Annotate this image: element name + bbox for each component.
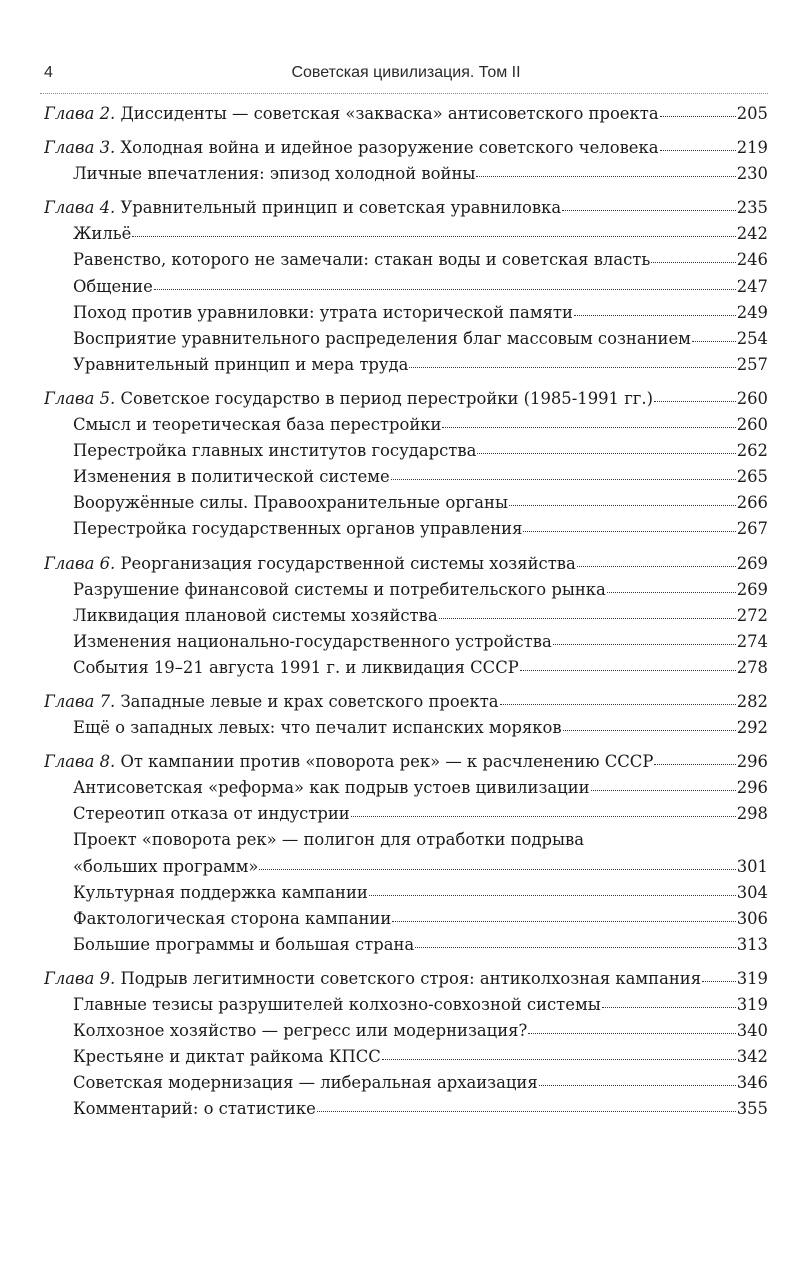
chapter-entry[interactable] — [44, 195, 768, 221]
section-page-number: 254 — [736, 328, 768, 348]
section-page-number: 301 — [736, 856, 768, 876]
dot-leader — [523, 531, 735, 532]
section-entry[interactable] — [44, 880, 768, 906]
chapter-text — [44, 135, 659, 161]
section-entry[interactable] — [44, 992, 768, 1018]
section-title: Уравнительный принцип и мера труда — [73, 354, 409, 374]
dot-leader — [591, 790, 736, 791]
section-title: Антисоветская «реформа» как подрыв устоев цивилизации — [73, 778, 590, 798]
section-entry[interactable] — [44, 1018, 768, 1044]
section-title: Перестройка главных институтов государства — [73, 441, 477, 461]
section-entry[interactable] — [44, 274, 768, 300]
section-entry[interactable] — [44, 326, 768, 352]
section-page-number: 278 — [736, 657, 768, 677]
dot-leader — [602, 1007, 736, 1008]
chapter-block — [44, 135, 768, 187]
section-title: Стереотип отказа от индустрии — [73, 804, 350, 824]
section-title: Вооружённые силы. Правоохранительные органы — [73, 493, 509, 513]
section-entry[interactable] — [44, 715, 768, 741]
section-title: Фактологическая сторона кампании — [73, 908, 392, 928]
section-entry[interactable] — [44, 300, 768, 326]
dot-leader — [154, 289, 736, 290]
section-page-number: 242 — [736, 224, 768, 244]
chapter-text — [44, 966, 701, 992]
dot-leader — [391, 479, 736, 480]
dot-leader — [562, 210, 736, 211]
chapter-label: Глава 9. — [44, 968, 116, 988]
section-entry[interactable] — [44, 1070, 768, 1096]
section-entry[interactable] — [44, 412, 768, 438]
page-number: 4 — [44, 64, 53, 81]
chapter-label: Глава 4. — [44, 198, 116, 218]
section-page-number: 319 — [736, 995, 768, 1014]
section-title: Изменения в политической системе — [73, 467, 390, 487]
chapter-page-number: 260 — [736, 388, 768, 408]
dot-leader — [415, 947, 736, 948]
section-entry[interactable] — [44, 577, 768, 603]
section-title: Ещё о западных левых: что печалит испанских моряков — [73, 718, 562, 738]
chapter-page-number: 282 — [736, 691, 768, 711]
dot-leader — [660, 116, 736, 117]
section-page-number: 266 — [736, 493, 768, 513]
dot-leader — [528, 1033, 735, 1034]
section-page-number: 262 — [736, 441, 768, 461]
section-title: Культурная поддержка кампании — [73, 882, 368, 902]
section-title: Ликвидация плановой системы хозяйства — [73, 605, 438, 625]
section-page-number: 269 — [736, 579, 768, 599]
section-entry[interactable] — [44, 490, 768, 516]
dot-leader — [654, 401, 736, 402]
dot-leader — [702, 981, 736, 982]
header-divider — [40, 93, 768, 94]
table-of-contents — [44, 101, 768, 1130]
section-title: Большие программы и большая страна — [73, 934, 415, 954]
dot-leader — [509, 505, 736, 506]
section-title: События 19–21 августа 1991 г. и ликвидация СССР — [73, 657, 519, 677]
chapter-title: Диссиденты — советская «закваска» антисоветского проекта — [120, 104, 659, 123]
chapter-block — [44, 689, 768, 741]
section-page-number: 249 — [736, 302, 768, 322]
section-title: Поход против уравниловки: утрата исторической памяти — [73, 302, 573, 322]
section-entry[interactable] — [44, 775, 768, 801]
section-title: Советская модернизация — либеральная архаизация — [73, 1073, 538, 1093]
section-title: «больших программ» — [73, 856, 259, 876]
page-header — [44, 64, 768, 90]
section-title: Жильё — [73, 224, 132, 244]
section-title: Равенство, которого не замечали: стакан воды и советская власть — [73, 250, 651, 270]
section-title: Разрушение финансовой системы и потребительского рынка — [73, 579, 606, 599]
section-page-number: 304 — [736, 882, 768, 902]
section-entry[interactable] — [44, 1044, 768, 1070]
section-entry[interactable] — [44, 352, 768, 378]
chapter-text — [44, 551, 576, 577]
section-entry[interactable] — [44, 603, 768, 629]
chapter-title: Холодная война и идейное разоружение советского человека — [120, 138, 659, 158]
chapter-text — [44, 689, 499, 715]
chapter-entry[interactable] — [44, 689, 768, 715]
chapter-block — [44, 749, 768, 958]
chapter-block — [44, 195, 768, 378]
chapter-entry[interactable] — [44, 551, 768, 577]
chapter-block — [44, 101, 768, 127]
section-page-number: 342 — [736, 1047, 768, 1067]
section-page-number: 306 — [736, 908, 768, 928]
section-page-number: 355 — [736, 1099, 768, 1119]
chapter-label: Глава 8. — [44, 752, 116, 772]
section-page-number: 257 — [736, 354, 768, 374]
section-page-number: 346 — [736, 1073, 768, 1093]
dot-leader — [553, 644, 736, 645]
dot-leader — [500, 704, 736, 705]
section-entry[interactable] — [44, 655, 768, 681]
section-entry[interactable] — [44, 854, 768, 880]
dot-leader — [382, 1059, 736, 1060]
dot-leader — [651, 262, 735, 263]
section-page-number: 272 — [736, 605, 768, 625]
dot-leader — [574, 315, 736, 316]
chapter-title: Подрыв легитимности советского строя: антиколхозная кампания — [120, 968, 702, 988]
section-page-number: 292 — [736, 718, 768, 738]
section-page-number: 313 — [736, 934, 768, 954]
section-page-number: 260 — [736, 415, 768, 435]
section-entry[interactable] — [44, 1096, 768, 1122]
chapter-title: Советское государство в период перестройки (1985-1991 гг.) — [120, 388, 653, 408]
section-title: Восприятие уравнительного распределения благ массовым сознанием — [73, 328, 691, 348]
chapter-entry[interactable] — [44, 101, 768, 127]
chapter-entry[interactable] — [44, 749, 768, 775]
chapter-label: Глава 3. — [44, 138, 116, 158]
section-page-number: 298 — [736, 804, 768, 824]
section-page-number: 230 — [736, 164, 768, 184]
section-page-number: 267 — [736, 519, 768, 539]
section-entry[interactable] — [44, 464, 768, 490]
section-title: Колхозное хозяйство — регресс или модернизация? — [73, 1021, 528, 1041]
chapter-page-number: 319 — [736, 968, 768, 988]
chapter-entry[interactable] — [44, 966, 768, 992]
chapter-page-number: 219 — [736, 138, 768, 158]
chapter-text — [44, 101, 659, 127]
dot-leader — [477, 453, 735, 454]
dot-leader — [476, 176, 735, 177]
section-title: Изменения национально-государственного устройства — [73, 631, 552, 651]
section-page-number: 247 — [736, 276, 768, 296]
chapter-block — [44, 551, 768, 681]
section-title: Главные тезисы разрушителей колхозно-совхозной системы — [73, 995, 601, 1014]
section-title: Перестройка государственных органов управления — [73, 519, 523, 539]
dot-leader — [439, 618, 736, 619]
dot-leader — [317, 1111, 736, 1112]
section-entry[interactable] — [44, 161, 768, 187]
dot-leader — [442, 427, 735, 428]
dot-leader — [654, 764, 735, 765]
dot-leader — [351, 816, 736, 817]
section-page-number: 274 — [736, 631, 768, 651]
chapter-entry[interactable] — [44, 386, 768, 412]
dot-leader — [607, 592, 736, 593]
section-entry[interactable] — [44, 516, 768, 542]
chapter-entry[interactable] — [44, 135, 768, 161]
chapter-label: Глава 5. — [44, 388, 116, 408]
dot-leader — [392, 921, 735, 922]
chapter-title: Западные левые и крах советского проекта — [120, 691, 499, 711]
dot-leader — [409, 367, 735, 368]
section-page-number: 246 — [736, 250, 768, 270]
dot-leader — [369, 895, 736, 896]
chapter-page-number: 269 — [736, 553, 768, 573]
section-page-number: 296 — [736, 778, 768, 798]
chapter-label: Глава 6. — [44, 553, 116, 573]
section-entry[interactable] — [44, 906, 768, 932]
chapter-text — [44, 386, 653, 412]
dot-leader — [692, 341, 736, 342]
dot-leader — [563, 730, 736, 731]
chapter-title: От кампании против «поворота рек» — к расчленению СССР — [120, 752, 654, 772]
section-title: Общение — [73, 276, 153, 296]
chapter-text — [44, 749, 653, 775]
dot-leader — [259, 869, 735, 870]
section-page-number: 265 — [736, 467, 768, 487]
dot-leader — [132, 236, 735, 237]
chapter-page-number: 205 — [736, 104, 768, 123]
chapter-text — [44, 195, 561, 221]
chapter-block — [44, 386, 768, 543]
chapter-page-number: 235 — [736, 198, 768, 218]
dot-leader — [520, 670, 736, 671]
chapter-page-number: 296 — [736, 752, 768, 772]
section-title: Личные впечатления: эпизод холодной войны — [73, 164, 476, 184]
section-title: Крестьяне и диктат райкома КПСС — [73, 1047, 381, 1067]
dot-leader — [660, 150, 736, 151]
chapter-title: Уравнительный принцип и советская уравниловка — [120, 198, 562, 218]
chapter-title: Реорганизация государственной системы хозяйства — [120, 553, 576, 573]
section-entry[interactable] — [44, 221, 768, 247]
section-page-number: 340 — [736, 1021, 768, 1041]
chapter-label: Глава 2. — [44, 104, 116, 123]
dot-leader — [539, 1085, 736, 1086]
chapter-block — [44, 966, 768, 1123]
section-entry[interactable] — [44, 932, 768, 958]
section-entry[interactable] — [44, 801, 768, 827]
section-entry-first-line[interactable]: Проект «поворота рек» — полигон для отработки подрыва — [73, 830, 585, 850]
dot-leader — [577, 566, 736, 567]
section-entry[interactable] — [44, 438, 768, 464]
section-entry[interactable] — [44, 629, 768, 655]
section-title: Комментарий: о статистике — [73, 1099, 316, 1119]
section-entry[interactable] — [44, 247, 768, 273]
section-title: Смысл и теоретическая база перестройки — [73, 415, 442, 435]
running-title: Советская цивилизация. Том II — [291, 64, 521, 81]
chapter-label: Глава 7. — [44, 691, 116, 711]
